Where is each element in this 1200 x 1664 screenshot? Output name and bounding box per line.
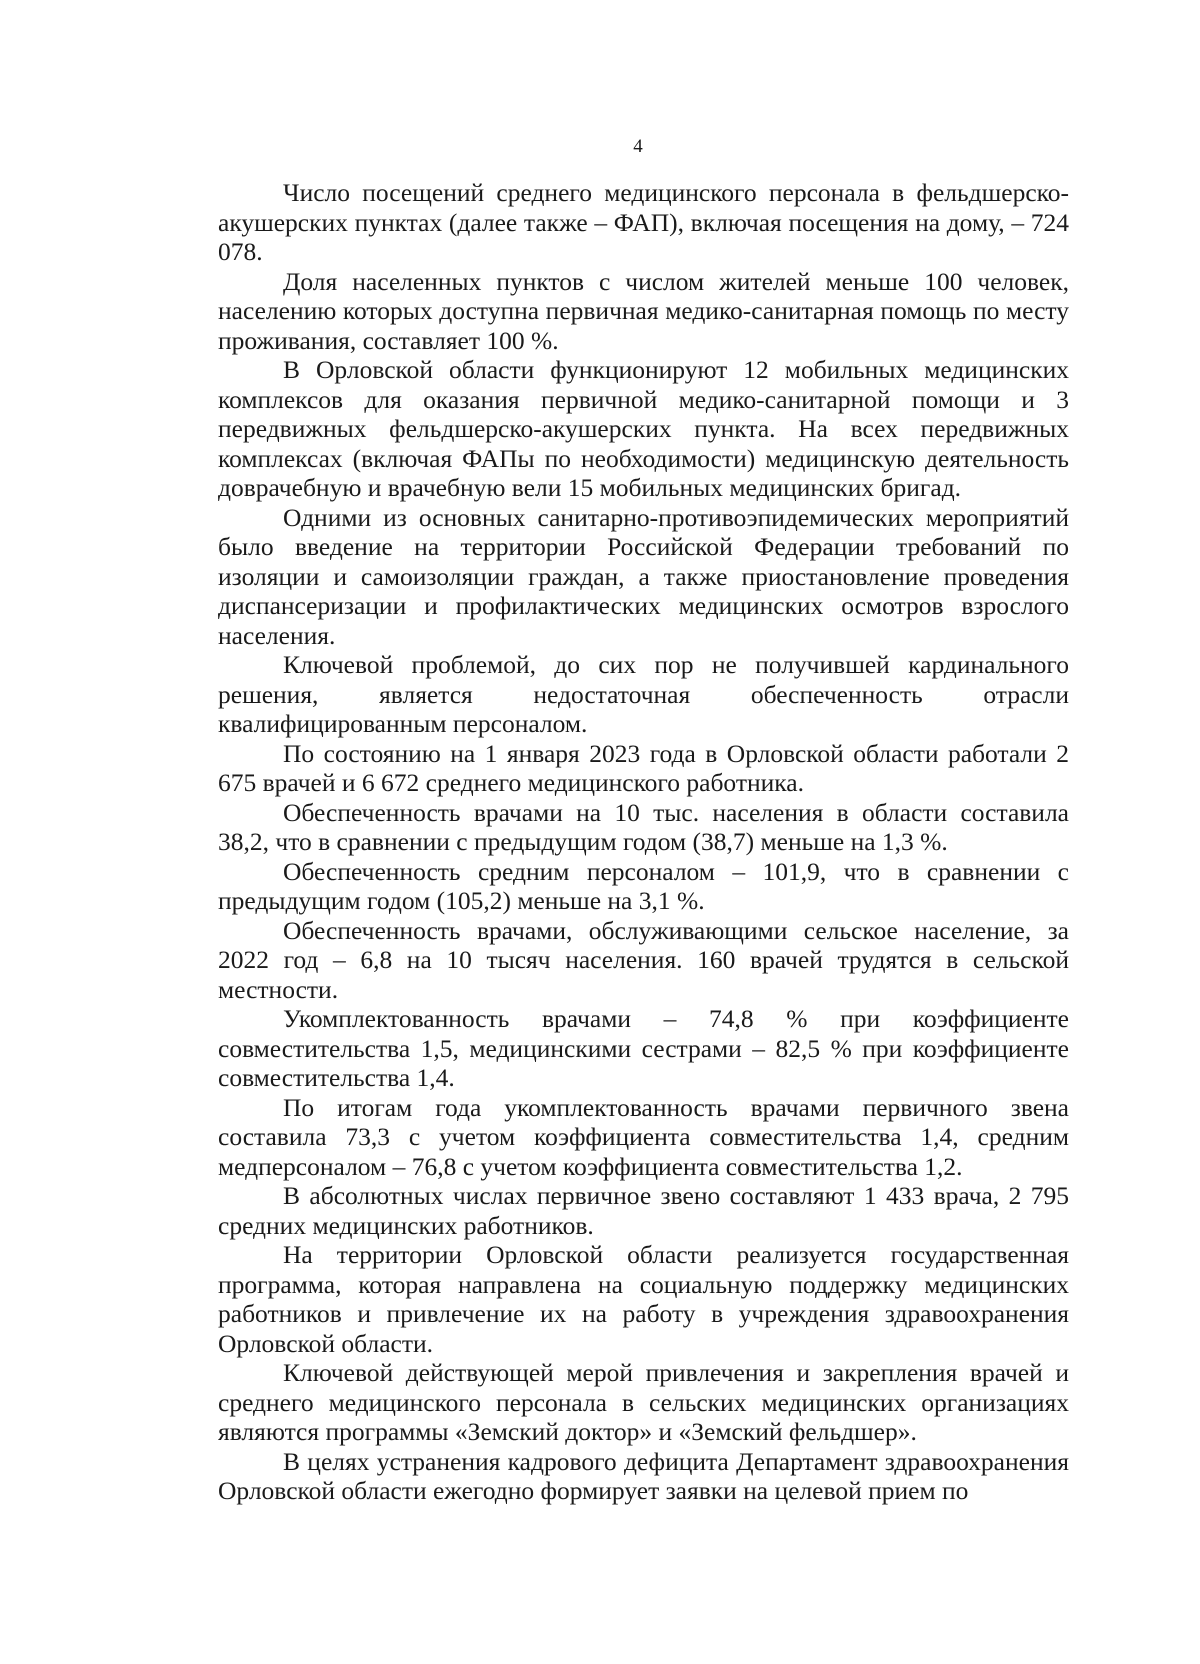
paragraph-doctor-ratio: Обеспеченность врачами на 10 тыс. населения в области составила 38,2, что в сравнении с предыдущим годом (38,7) меньше на 1,3 %. [218, 797, 1069, 856]
paragraph-targeted-admission: В целях устранения кадрового дефицита Департамент здравоохранения Орловской области ежегодно формирует заявки на целевой прием по [218, 1446, 1069, 1505]
paragraph-key-problem: Ключевой проблемой, до сих пор не получившей кардинального решения, является недостаточная обеспеченность отрасли квалифицированным персоналом. [218, 650, 1069, 738]
paragraph-epidemic-measures: Одними из основных санитарно-противоэпидемических мероприятий было введение на территории Российской Федерации требований по изоляции и самоизоляции граждан, а также приостановление проведения диспансеризации и профилактических медицинских осмотров взрослого населения. [218, 502, 1069, 650]
document-body [218, 178, 1069, 1506]
paragraph-staff-count: По состоянию на 1 января 2023 года в Орловской области работали 2 675 врачей и 6 672 среднего медицинского работника. [218, 738, 1069, 797]
paragraph-settlements-access: Доля населенных пунктов с числом жителей меньше 100 человек, населению которых доступна первичная медико-санитарная помощь по месту проживания, составляет 100 %. [218, 266, 1069, 355]
paragraph-primary-care-absolute: В абсолютных числах первичное звено составляют 1 433 врача, 2 795 средних медицинских работников. [218, 1181, 1069, 1240]
page-number: 4 [633, 136, 643, 157]
paragraph-zemsky-programs: Ключевой действующей мерой привлечения и закрепления врачей и среднего медицинского персонала в сельских медицинских организациях являются программы «Земский доктор» и «Земский фельдшер». [218, 1358, 1069, 1446]
paragraph-staffing-level: Укомплектованность врачами – 74,8 % при коэффициенте совместительства 1,5, медицинскими сестрами – 82,5 % при коэффициенте совместительства 1,4. [218, 1004, 1069, 1092]
paragraph-rural-doctors: Обеспеченность врачами, обслуживающими сельское население, за 2022 год – 6,8 на 10 тысяч населения. 160 врачей трудятся в сельской местности. [218, 915, 1069, 1004]
paragraph-mobile-complexes: В Орловской области функционируют 12 мобильных медицинских комплексов для оказания первичной медико-санитарной помощи и 3 передвижных фельдшерско-акушерских пункта. На всех передвижных комплексах (включая ФАПы по необходимости) медицинскую деятельность доврачебную и врачебную вели 15 мобильных медицинских бригад. [218, 355, 1069, 502]
paragraph-fap-visits: Число посещений среднего медицинского персонала в фельдшерско-акушерских пунктах (далее также – ФАП), включая посещения на дому, – 724 078. [218, 178, 1069, 266]
paragraph-nurse-ratio: Обеспеченность средним персоналом – 101,9, что в сравнении с предыдущим годом (105,2) меньше на 3,1 %. [218, 856, 1069, 915]
paragraph-primary-care-staffing: По итогам года укомплектованность врачами первичного звена составила 73,3 с учетом коэффициента совместительства 1,4, средним медперсоналом – 76,8 с учетом коэффициента совместительства 1,2. [218, 1092, 1069, 1181]
paragraph-state-program: На территории Орловской области реализуется государственная программа, которая направлена на социальную поддержку медицинских работников и привлечение их на работу в учреждения здравоохранения Орловской области. [218, 1240, 1069, 1358]
